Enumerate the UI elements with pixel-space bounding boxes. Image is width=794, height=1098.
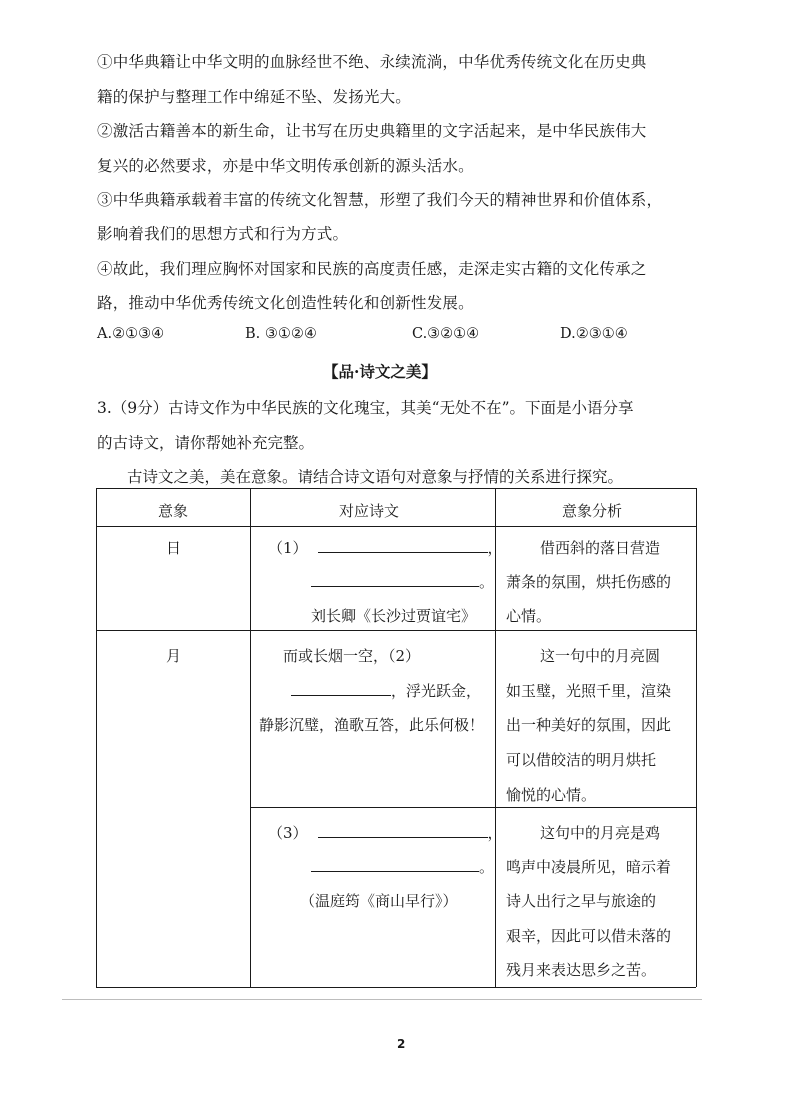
row1-poem-line2 [311, 571, 494, 592]
row1-poem-line1 [268, 537, 503, 558]
table-col-divider-1 [250, 488, 251, 987]
question-intro: 古诗文之美，美在意象。请结合诗文语句对意象与抒情的关系进行探究。 [127, 468, 624, 486]
blank-1a[interactable] [318, 538, 488, 553]
row3-analysis-2: 鸣声中凌晨所见，暗示着 [506, 858, 672, 876]
table-header-divider [96, 526, 696, 527]
blank-3a[interactable] [318, 823, 488, 838]
table-border-top [96, 488, 696, 489]
row1-analysis-2: 萧条的氛围，烘托伤感的 [506, 573, 672, 591]
option-3-line1: ③中华典籍承载着丰富的传统文化智慧，形塑了我们今天的精神世界和价值体系， [97, 191, 663, 209]
table-border-bottom [96, 987, 696, 988]
row2-analysis-3: 出一种美好的氛围，因此 [506, 716, 672, 734]
blank-3b[interactable] [311, 857, 479, 872]
question-line1: 3.（9分）古诗文作为中华民族的文化瑰宝，其美“无处不在”。下面是小语分享 [97, 399, 634, 417]
header-analysis: 意象分析 [562, 502, 623, 520]
row1-end1: ， [487, 539, 503, 557]
row2-imagery: 月 [166, 647, 182, 665]
row2-line2-end: ，浮光跃金， [391, 682, 482, 700]
row1-imagery: 日 [166, 539, 182, 557]
row2-poem-line1: 而或长烟一空，（2） [283, 647, 421, 665]
option-4-line1: ④故此，我们理应胸怀对国家和民族的高度责任感，走深走实古籍的文化传承之 [97, 260, 647, 278]
row2-analysis-4: 可以借皎洁的明月烘托 [506, 751, 657, 769]
table-col-divider-2 [495, 488, 496, 987]
blank-2[interactable] [291, 681, 391, 696]
row1-number: （1） [268, 539, 308, 557]
table-row-divider [96, 630, 696, 631]
option-2-line2: 复兴的必然要求，亦是中华文明传承创新的源头活水。 [97, 157, 474, 175]
row2-poem-line3: 静影沉璧，渔歌互答，此乐何极！ [259, 716, 485, 734]
page-number: 2 [397, 1037, 406, 1051]
row2-analysis-1: 这一句中的月亮圆 [540, 647, 661, 665]
option-3-line2: 影响着我们的思想方式和行为方式。 [97, 225, 349, 243]
answer-d[interactable]: D.②③①④ [560, 326, 628, 342]
row1-analysis-3: 心情。 [506, 607, 552, 625]
table-subrow-divider [250, 807, 696, 808]
row1-end2: 。 [479, 573, 495, 591]
row3-analysis-1: 这句中的月亮是鸡 [540, 824, 661, 842]
option-1-line2: 籍的保护与整理工作中绵延不坠、发扬光大。 [97, 88, 412, 106]
scan-artifact-line [62, 999, 702, 1000]
row3-end1: ， [487, 824, 503, 842]
option-4-line2: 路，推动中华优秀传统文化创造性转化和创新性发展。 [97, 294, 474, 312]
row1-analysis-1: 借西斜的落日营造 [540, 539, 661, 557]
header-imagery: 意象 [158, 502, 189, 520]
answer-b[interactable]: B. ③①②④ [245, 326, 317, 342]
row1-source: 刘长卿《长沙过贾谊宅》 [311, 607, 477, 625]
row3-end2: 。 [479, 858, 495, 876]
row3-analysis-3: 诗人出行之早与旅途的 [506, 892, 657, 910]
table-border-right [696, 488, 697, 987]
answer-c[interactable]: C.③②①④ [412, 326, 480, 342]
row3-number: （3） [268, 824, 308, 842]
row2-analysis-2: 如玉璧，光照千里，渲染 [506, 682, 672, 700]
row3-poem-line1 [268, 822, 503, 843]
option-1-line1: ①中华典籍让中华文明的血脉经世不绝、永续流淌，中华优秀传统文化在历史典 [97, 53, 647, 71]
row3-poem-line2 [311, 856, 494, 877]
answer-a[interactable]: A.②①③④ [97, 326, 165, 342]
table-border-left [96, 488, 97, 987]
row2-poem-line2 [291, 680, 481, 701]
header-poem: 对应诗文 [339, 502, 400, 520]
row3-analysis-4: 艰辛，因此可以借未落的 [506, 927, 672, 945]
row2-analysis-5: 愉悦的心情。 [506, 786, 597, 804]
row3-analysis-5: 残月来表达思乡之苦。 [506, 961, 657, 979]
blank-1b[interactable] [311, 572, 479, 587]
row3-source: （温庭筠《商山早行》） [300, 892, 458, 910]
section-title: 【品·诗文之美】 [323, 362, 437, 381]
option-2-line1: ②激活古籍善本的新生命，让书写在历史典籍里的文字活起来，是中华民族伟大 [97, 122, 647, 140]
question-line2: 的古诗文，请你帮她补充完整。 [97, 434, 315, 452]
